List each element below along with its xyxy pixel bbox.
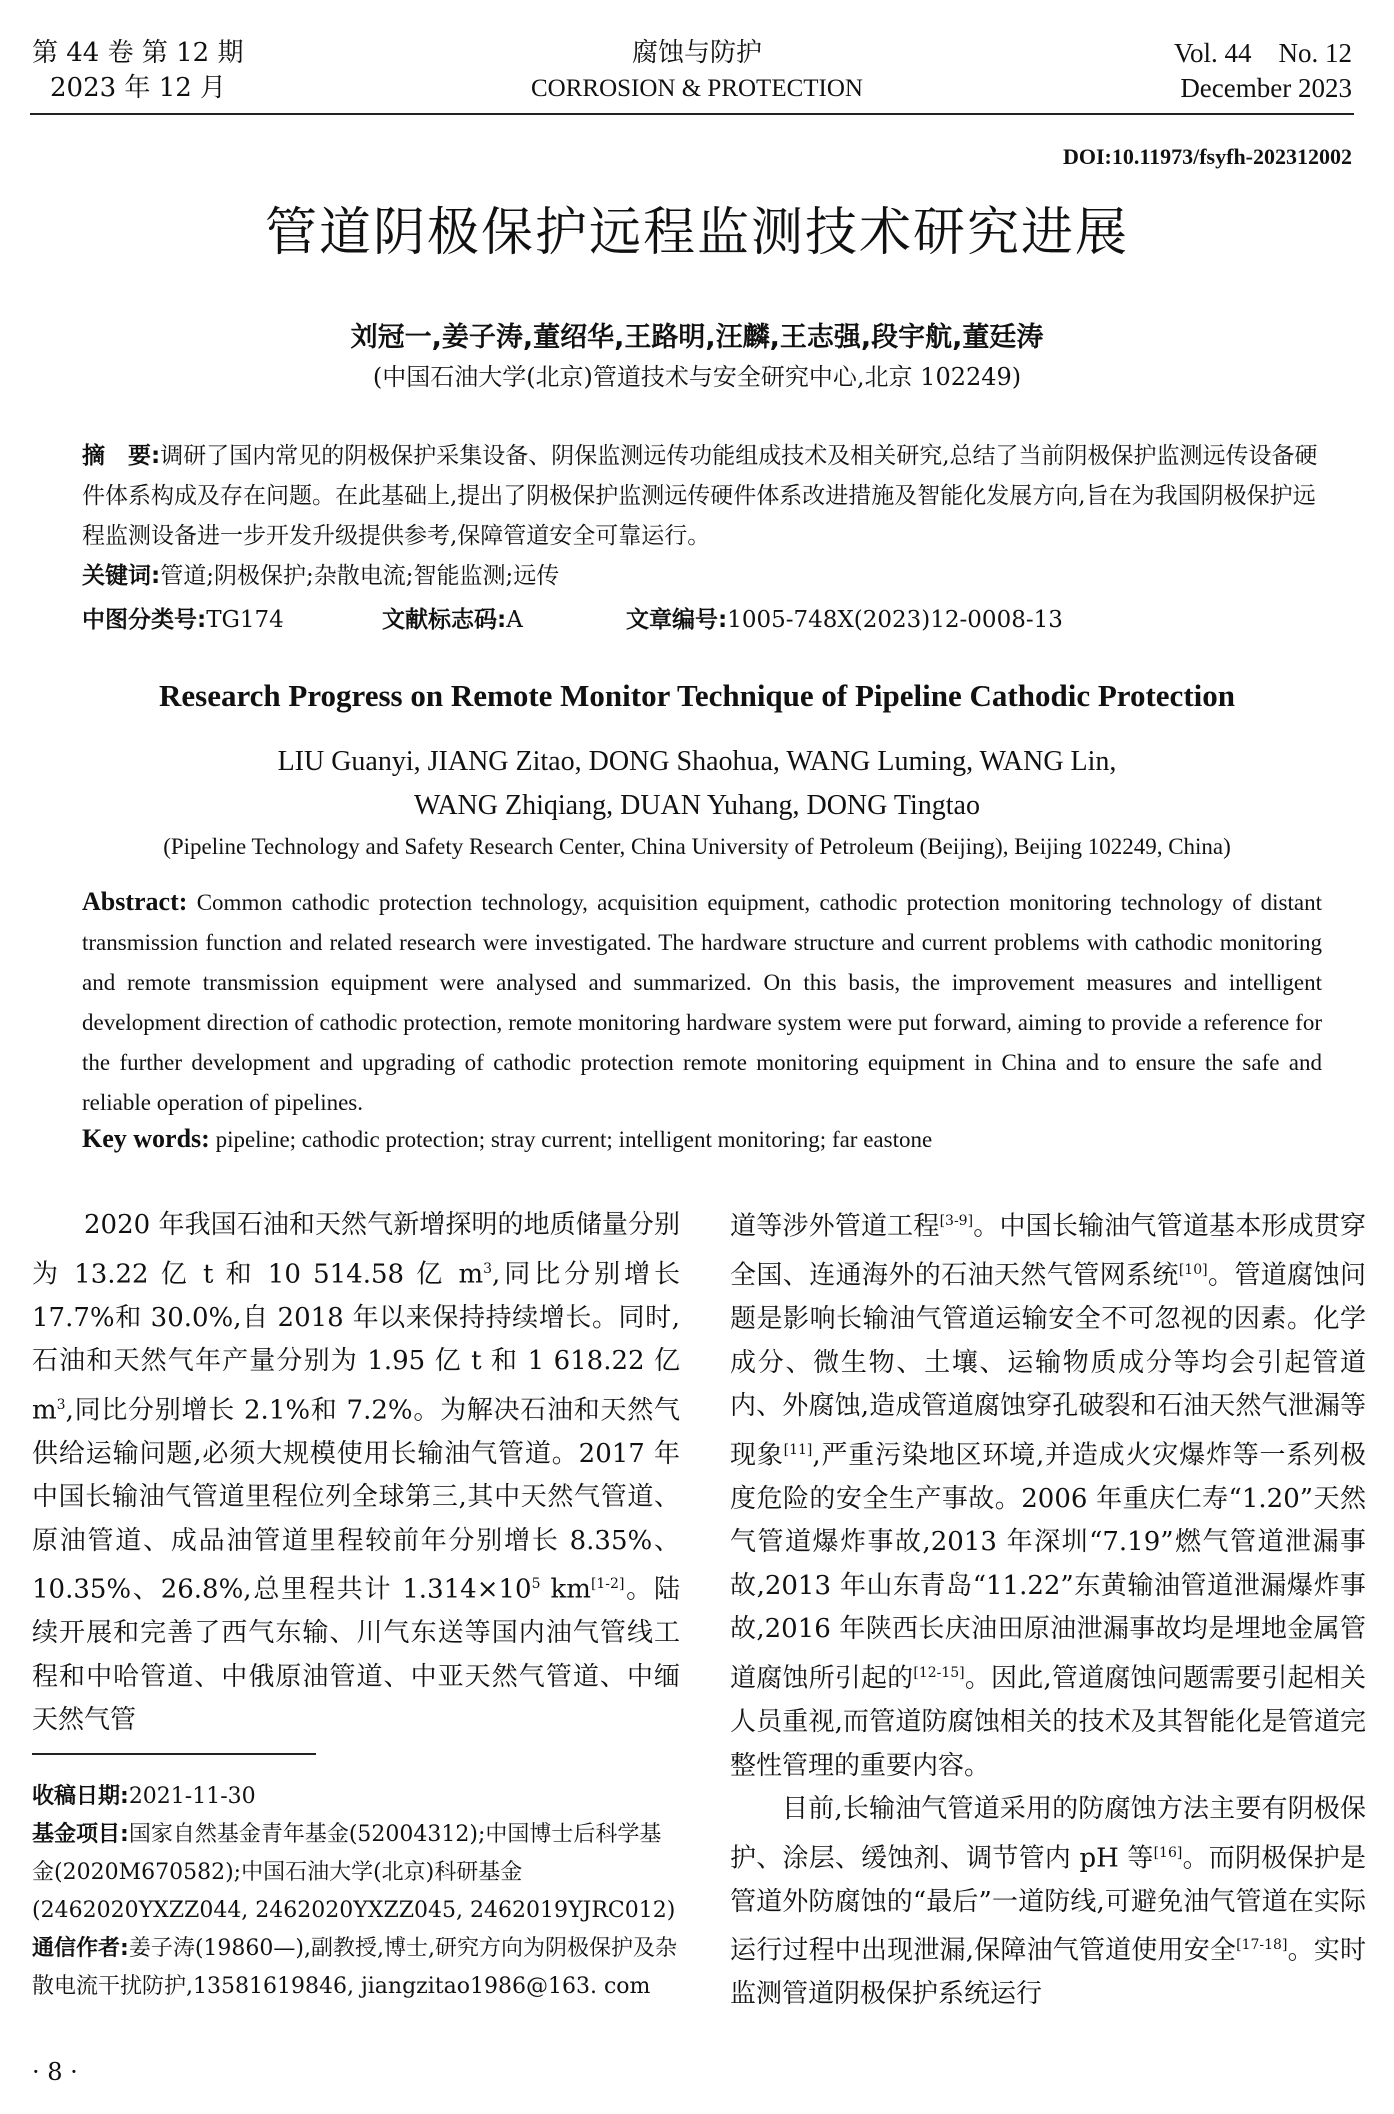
doc-code [382,600,626,640]
citation: [11] [783,1441,813,1458]
fund-label: 基金项目: [32,1822,129,1847]
keywords-en-label: Key words: [82,1124,210,1153]
doc-code-label: 文献标志码: [382,607,507,633]
footnote-rule [32,1753,316,1755]
body-column-left [32,1204,680,1743]
article-number [626,600,1063,640]
body-text: 。因此,管道腐蚀问题需要引起相关人员重视,而管道防腐蚀相关的技术及其智能化是管道完整性管理的重要内容。 [730,1663,1366,1781]
doc-code-value: A [506,607,523,633]
body-text: ,严重污染地区环境,并造成火灾爆炸等一系列极度危险的安全生产事故。2006 年重庆仁寿“1.20”天然气管道爆炸事故,2013 年深圳“7.19”燃气管道泄漏事故,2013 年山东青岛“11.22”东黄输油管道泄漏爆炸事故,2016 年陕西长庆油田原油泄漏事故均是埋地金属管道腐蚀所引起的 [730,1440,1366,1694]
body-text: km [540,1574,591,1605]
received-value: 2021-11-30 [128,1784,256,1809]
doi: DOI:10.11973/fsyfh-202312002 [1062,144,1352,169]
classification-label: 中图分类号: [82,607,207,633]
journal-name-cn: 腐蚀与防护 [631,38,762,68]
body-paragraph [32,1204,680,1743]
article-number-value: 1005-748X(2023)12-0008-13 [727,607,1063,633]
classification-row [82,600,1322,640]
keywords-en [82,1124,1322,1154]
citation: [12-15] [913,1664,965,1681]
affiliation-cn: (中国石油大学(北京)管道技术与安全研究中心,北京 102249) [372,363,1022,391]
abstract-cn-text: 调研了国内常见的阴极保护采集设备、阴保监测远传功能组成技术及相关研究,总结了当前阴极保护监测远传设备硬件体系构成及存在问题。在此基础上,提出了阴极保护监测远传硬件体系改进措施及智能化发展方向,旨在为我国阴极保护远程监测设备进一步开发升级提供参考,保障管道安全可靠运行。 [82,443,1318,549]
citation: [10] [1178,1262,1208,1279]
volume-issue-en: Vol. 44 No. 12 [1173,38,1352,68]
body-text: 。而阴极保护是管道外防腐蚀的“最后”一道防线,可避免油气管道在实际运行过程中出现泄漏,保障油气管道使用安全 [730,1843,1366,1966]
body-text: 。实时监测管道阴极保护系统运行 [730,1935,1366,2010]
body-text: 道等涉外管道工程 [730,1211,940,1242]
fund-value: 国家自然基金青年基金(52004312);中国博士后科学基金(2020M670582);中国石油大学(北京)科研基金(2462020YXZZ044, 2462020YXZZ045, 2462019YJRC012) [32,1822,676,1923]
body-text: ,同比分别增长 17.7%和 30.0%,自 2018 年以来保持持续增长。同时,石油和天然气年产量分别为 1.95 亿 t 和 1 618.22 亿 m [32,1259,680,1426]
corr-label: 通信作者: [32,1936,129,1961]
body-text: 目前,长输油气管道采用的防腐蚀方法主要有阴极保护、涂层、缓蚀剂、调节管内 pH 等 [730,1794,1366,1874]
header-rule [30,113,1354,115]
received-date [32,1778,680,1816]
corr-value: 姜子涛(19860—),副教授,博士,研究方向为阴极保护及杂散电流干扰防护,13581619846, jiangzitao1986@163. com [32,1936,677,1999]
superscript: 3 [483,1260,493,1277]
citation: [1-2] [590,1576,625,1593]
paper-title-cn: 管道阴极保护远程监测技术研究进展 [264,203,1129,263]
keywords-cn-label: 关键词: [82,563,161,589]
authors-en [0,740,1394,828]
classification-value: TG174 [206,607,284,633]
journal-name-en: CORROSION & PROTECTION [531,75,863,102]
citation: [3-9] [939,1213,974,1229]
keywords-cn [82,556,1322,596]
footnote [32,1778,680,2006]
page-number: · 8 · [32,2058,78,2086]
affiliation-en: (Pipeline Technology and Safety Research Center, China University of Petroleum (Beijing), Beijing 102249, China) [163,834,1231,859]
volume-issue-cn: 第 44 卷 第 12 期 [32,38,244,68]
citation: [16] [1153,1844,1183,1861]
authors-en-line1: LIU Guanyi, JIANG Zitao, DONG Shaohua, WANG Luming, WANG Lin, [277,746,1117,777]
classification [82,600,382,640]
body-text: ,同比分别增长 2.1%和 7.2%。为解决石油和天然气供给运输问题,必须大规模使用长输油气管道。2017 年中国长输油气管道里程位列全球第三,其中天然气管道、原油管道、成品油管道里程较前年分别增长 8.35%、10.35%、26.8%,总里程共计 1.314×10 [32,1395,680,1605]
citation: [17-18] [1236,1937,1288,1954]
article-number-label: 文章编号: [626,607,728,633]
body-column-right [730,1200,1366,2017]
authors-en-line2: WANG Zhiqiang, DUAN Yuhang, DONG Tingtao [414,790,980,821]
paper-title-en: Research Progress on Remote Monitor Technique of Pipeline Cathodic Protection [158,678,1235,713]
authors-cn: 刘冠一,姜子涛,董绍华,王路明,汪麟,王志强,段宇航,董廷涛 [350,322,1044,353]
keywords-en-text: pipeline; cathodic protection; stray current; intelligent monitoring; far eastone [215,1127,933,1152]
superscript: 3 [56,1396,66,1413]
abstract-cn-label: 摘 要: [82,443,161,469]
body-paragraph [730,1788,1366,2017]
keywords-cn-text: 管道;阴极保护;杂散电流;智能监测;远传 [160,563,560,589]
body-text: 。管道腐蚀问题是影响长输油气管道运输安全不可忽视的因素。化学成分、微生物、土壤、运输物质成分等均会引起管道内、外腐蚀,造成管道腐蚀穿孔破裂和石油天然气泄漏等现象 [730,1260,1366,1471]
body-text: 。中国长输油气管道基本形成贯穿全国、连通海外的石油天然气管网系统 [730,1211,1366,1291]
journal-issue-en [1174,36,1352,106]
received-label: 收稿日期: [32,1784,129,1809]
body-text: 2020 年我国石油和天然气新增探明的地质储量分别为 13.22 亿 t 和 10 514.58 亿 m [32,1210,680,1290]
abstract-en [82,882,1322,1123]
body-text: 。陆续开展和完善了西气东输、川气东送等国内油气管线工程和中哈管道、中俄原油管道、中亚天然气管道、中缅天然气管 [32,1574,680,1736]
corresponding-author [32,1930,680,2006]
superscript: 5 [531,1576,541,1593]
abstract-cn [82,436,1322,596]
fund-info [32,1816,680,1930]
abstract-en-label: Abstract: [82,887,188,916]
abstract-en-text: Common cathodic protection technology, acquisition equipment, cathodic protection monitoring technology of distant transmission function and related research were investigated. The hardware structure and current problems with cathodic monitoring and remote transmission equipment were analysed and summarized. On this basis, the improvement measures and intelligent development direction of cathodic protection, remote monitoring hardware system were put forward, aiming to provide a reference for the further development and upgrading of cathodic protection remote monitoring equipment in China and to ensure the safe and reliable operation of pipelines. [82,890,1322,1115]
body-paragraph [730,1200,1366,1788]
date-cn: 2023 年 12 月 [50,73,227,103]
date-en: December 2023 [1180,73,1352,103]
